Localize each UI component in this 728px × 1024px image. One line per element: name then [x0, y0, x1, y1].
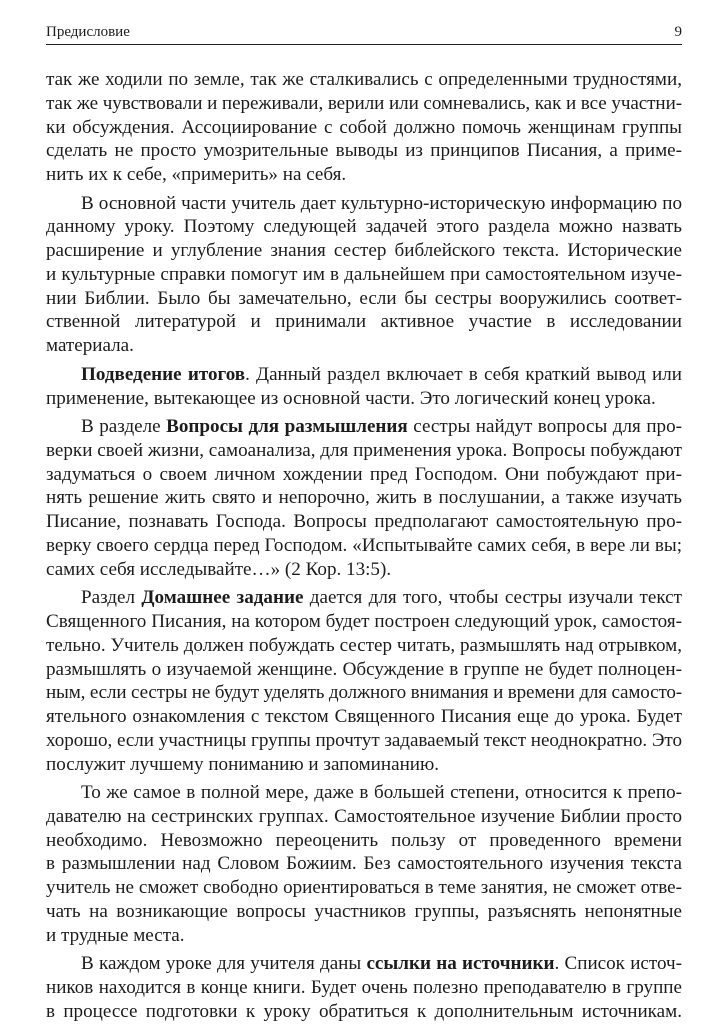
text-run: давателю на сестринских группах. Самостоятельное изучение Библии просто	[46, 805, 682, 827]
text-run: в размышлении над Словом Божиим. Без самостоятельного изучения текста	[46, 853, 682, 875]
text-line	[46, 415, 682, 439]
text-run: послужит лучшему пониманию и запоминанию.	[46, 753, 440, 775]
text-run: так же ходили по земле, так же сталкивались с определенными трудностями,	[46, 69, 682, 90]
text-line	[46, 952, 682, 976]
text-run: нии Библии. Было бы замечательно, если бы сестры вооружились соответ-	[46, 287, 682, 309]
text-run: данному уроку. Поэтому следующей задачей этого раздела можно назвать	[46, 216, 682, 238]
text-run: применение, вытекающее из основной части. Это логический конец урока.	[46, 387, 656, 409]
text-run: В разделе	[81, 416, 167, 438]
text-line	[46, 116, 682, 140]
bold-term: Вопросы для размышления	[166, 416, 408, 438]
text-line	[46, 334, 682, 358]
text-line	[46, 610, 682, 634]
text-line	[46, 753, 682, 777]
text-run: Раздел	[81, 587, 142, 609]
text-line	[46, 658, 682, 682]
body-text	[46, 68, 682, 1024]
text-run: Писание, познавать Господа. Вопросы предполагают самостоятельную про-	[46, 511, 682, 533]
text-run: размышлять о изучаемой женщине. Обсуждение в группе не будет полноцен-	[46, 658, 682, 680]
text-line	[46, 805, 682, 829]
text-line	[46, 729, 682, 753]
text-run: дается для того, чтобы сестры изучали текст	[303, 587, 682, 609]
text-run: В основной части учитель дает культурно-историческую информацию по	[81, 192, 682, 214]
text-line	[46, 634, 682, 658]
text-run: . Список источ-	[554, 953, 682, 975]
paragraph	[46, 586, 682, 776]
section-title: Предисловие	[46, 24, 130, 40]
text-line	[46, 263, 682, 287]
text-run: задуматься о своем личном хождении пред Господом. Они побуждают при-	[46, 463, 682, 485]
text-line	[46, 534, 682, 558]
text-run: ным, если сестры не будут уделять должного внимания и времени для самосто-	[46, 682, 682, 704]
text-run: ственной литературой и принимали активное участие в исследовании	[46, 311, 682, 333]
text-line	[46, 439, 682, 463]
text-line	[46, 510, 682, 534]
paragraph	[46, 363, 682, 411]
text-run: сестры найдут вопросы для про-	[407, 416, 682, 438]
text-run: чать на возникающие вопросы участников группы, разъяснять непонятные	[46, 900, 682, 922]
page-number: 9	[674, 24, 682, 40]
text-run: . Данный раздел включает в себя краткий вывод или	[245, 363, 682, 385]
paragraph	[46, 952, 682, 1023]
text-line	[46, 310, 682, 334]
bold-term: Домашнее задание	[141, 587, 304, 609]
text-line	[46, 68, 682, 92]
text-line	[46, 705, 682, 729]
running-header	[46, 18, 682, 45]
text-run: самих себя исследывайте…» (2 Кор. 13:5).	[46, 558, 392, 580]
text-line	[46, 387, 682, 411]
text-run: тельно. Учитель должен побуждать сестер читать, размышлять над отрывком,	[46, 634, 682, 656]
paragraph	[46, 415, 682, 581]
bold-term: ссылки на источники	[366, 953, 555, 975]
text-run: ятельного ознакомления с текстом Священного Писания еще до урока. Будет	[46, 706, 682, 728]
paragraph	[46, 781, 682, 947]
text-run: в процессе подготовки к уроку обратиться к дополнительным источникам.	[46, 1000, 682, 1022]
text-line	[46, 852, 682, 876]
text-run: так же чувствовали и переживали, верили или сомневались, как и все участни-	[46, 92, 682, 114]
text-line	[46, 239, 682, 263]
text-line	[46, 558, 682, 582]
text-run: верки своей жизни, самоанализа, для применения урока. Вопросы побуждают	[46, 439, 682, 461]
text-line	[46, 363, 682, 387]
text-line	[46, 781, 682, 805]
bold-term: Подведение итогов	[81, 363, 246, 385]
text-line	[46, 92, 682, 116]
text-run: учитель не сможет свободно ориентироваться в теме занятия, не сможет отве-	[46, 877, 682, 899]
text-line	[46, 829, 682, 853]
text-line	[46, 192, 682, 216]
text-run: верку своего сердца перед Господом. «Испытывайте самих себя, в вере ли вы;	[46, 534, 682, 556]
text-line	[46, 287, 682, 311]
text-run: нять решение жить свято и непорочно, жить в послушании, а также изучать	[46, 487, 682, 509]
text-line	[46, 215, 682, 239]
text-run: необходимо. Невозможно переоценить пользу от проведенного времени	[46, 829, 682, 851]
paragraph	[46, 68, 682, 187]
text-run: и культурные справки помогут им в дальнейшем при самостоятельном изуче-	[46, 263, 682, 285]
text-run: сделать не просто умозрительные выводы из принципов Писания, а приме-	[46, 140, 682, 162]
text-line	[46, 163, 682, 187]
text-line	[46, 586, 682, 610]
text-run: хорошо, если участницы группы прочтут задаваемый текст неоднократно. Это	[46, 729, 682, 751]
paragraph	[46, 192, 682, 358]
text-run: В каждом уроке для учителя даны	[81, 953, 367, 975]
text-run: ников находится в конце книги. Будет очень полезно преподавателю в группе	[46, 977, 682, 999]
text-run: Священного Писания, на котором будет построен следующий урок, самостоя-	[46, 611, 682, 633]
text-line	[46, 876, 682, 900]
text-run: и трудные места.	[46, 924, 185, 946]
text-line	[46, 139, 682, 163]
text-line	[46, 924, 682, 948]
text-run: нить их к себе, «примерить» на себя.	[46, 164, 347, 185]
text-line	[46, 486, 682, 510]
text-line	[46, 976, 682, 1000]
text-run: материала.	[46, 335, 134, 357]
text-line	[46, 1000, 682, 1024]
text-run: расширение и углубление знания сестер библейского текста. Исторические	[46, 240, 682, 262]
text-line	[46, 900, 682, 924]
text-run: ки обсуждения. Ассоциирование с собой должно помочь женщинам группы	[46, 116, 682, 138]
text-line	[46, 463, 682, 487]
text-run: То же самое в полной мере, даже в большей степени, относится к препо-	[81, 782, 682, 804]
text-line	[46, 681, 682, 705]
